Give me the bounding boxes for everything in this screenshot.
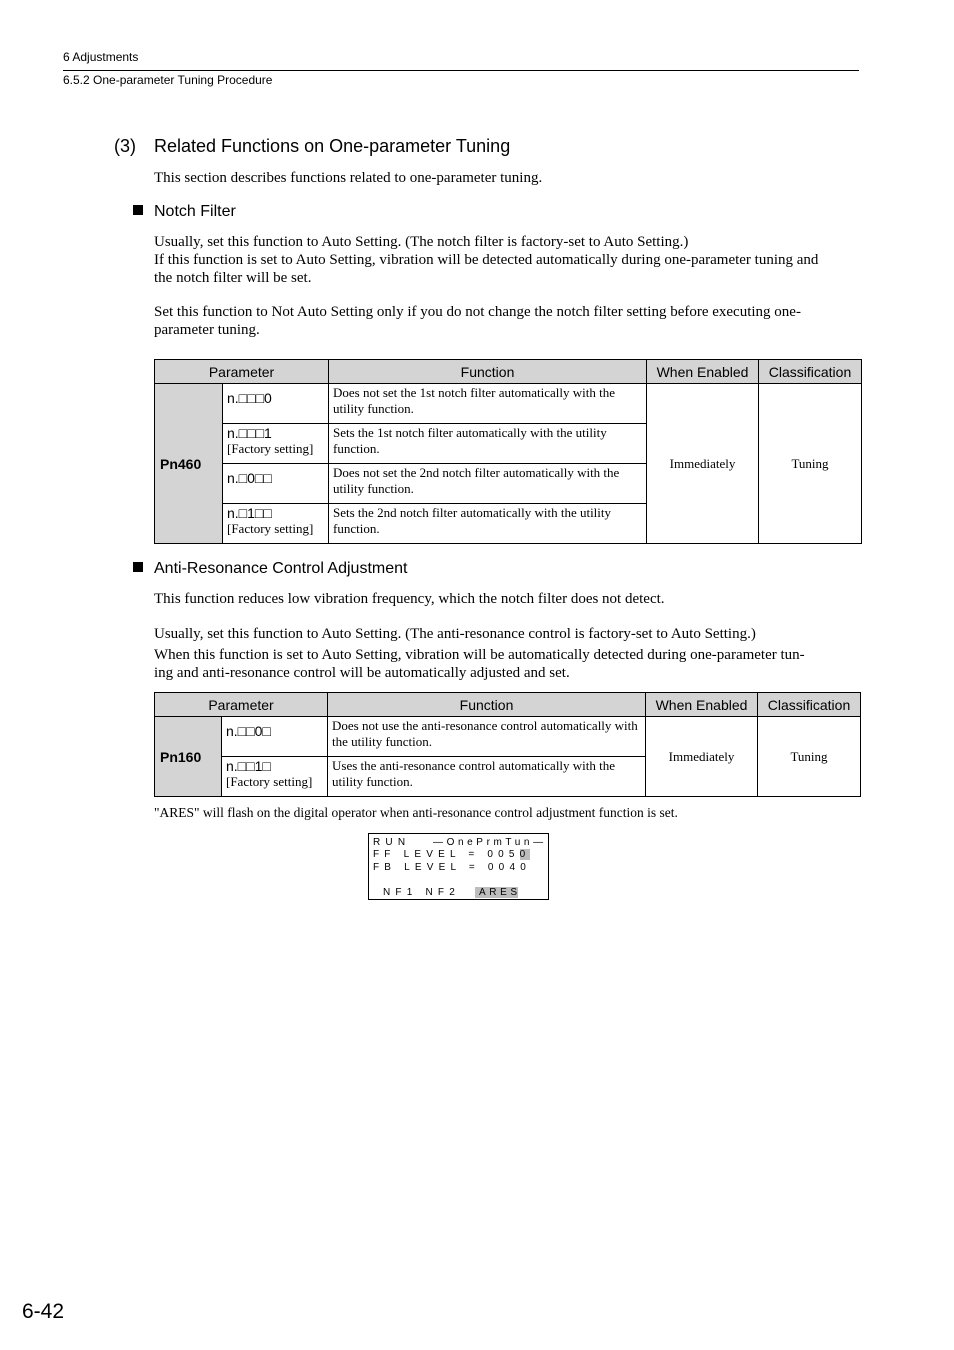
setting-code-cell: [223, 384, 329, 424]
factory-setting-note: [Factory setting]: [227, 441, 314, 456]
display-ares-indicator: ARES: [475, 887, 518, 898]
text-line: When this function is set to Auto Setting, vibration will be automatically detected during one-parameter tun-: [154, 647, 805, 663]
display-mode: —OnePrmTun—: [433, 837, 547, 848]
function-description: Uses the anti-resonance control automatically with the utility function.: [328, 757, 646, 797]
header-function: Function: [329, 360, 647, 384]
function-description: Does not use the anti-resonance control automatically with the utility function.: [328, 717, 646, 757]
header-function: Function: [328, 693, 646, 717]
section-number: (3): [114, 136, 136, 156]
header-parameter: Parameter: [155, 360, 329, 384]
header-classification: Classification: [759, 360, 862, 384]
function-description: Sets the 2nd notch filter automatically with the utility function.: [329, 504, 647, 544]
display-fb-level: FB LEVEL = 0040: [373, 862, 531, 873]
header-when-enabled: When Enabled: [647, 360, 759, 384]
ares-flash-note: "ARES" will flash on the digital operator when anti-resonance control adjustment function is set.: [154, 805, 678, 820]
page-number: 6-42: [22, 1300, 65, 1323]
text-line: Usually, set this function to Auto Setting. (The anti-resonance control is factory-set to Auto Setting.): [154, 626, 756, 642]
classification-value: Tuning: [759, 384, 862, 544]
display-ff-level: [373, 849, 530, 860]
ares-paragraph-2: [154, 625, 860, 682]
factory-setting-note: [Factory setting]: [227, 521, 314, 536]
ff-level-text: FF LEVEL = 005: [373, 849, 520, 860]
header-parameter: Parameter: [155, 693, 328, 717]
setting-code: n.□□1□: [226, 758, 271, 774]
setting-code-cell: [222, 717, 328, 757]
factory-setting-note: [Factory setting]: [226, 774, 313, 789]
text-line: Usually, set this function to Auto Setting. (The notch filter is factory-set to Auto Setting.): [154, 234, 689, 250]
ares-paragraph-1: This function reduces low vibration frequency, which the notch filter does not detect.: [154, 591, 665, 607]
running-header-chapter: 6 Adjustments: [63, 50, 139, 64]
notch-filter-heading-text: Notch Filter: [154, 203, 236, 220]
section-intro: This section describes functions related to one-parameter tuning.: [154, 170, 543, 186]
notch-filter-heading: [133, 203, 236, 221]
when-enabled-value: Immediately: [647, 384, 759, 544]
setting-code: n.□□□1: [227, 425, 272, 441]
section-title-text: Related Functions on One-parameter Tuning: [154, 136, 511, 156]
square-bullet-icon: [133, 205, 143, 215]
text-line: If this function is set to Auto Setting, vibration will be detected automatically during one-parameter tuning and: [154, 252, 819, 268]
function-description: Does not set the 2nd notch filter automatically with the utility function.: [329, 464, 647, 504]
setting-code-cell: [223, 464, 329, 504]
text-line: ing and anti-resonance control will be automatically adjusted and set.: [154, 665, 570, 681]
section-title: [114, 136, 510, 157]
display-cursor: 0: [519, 849, 531, 860]
pn160-parameter-table: [154, 692, 861, 797]
setting-code: n.□□0□: [226, 723, 271, 739]
setting-code-cell: [222, 757, 328, 797]
header-classification: Classification: [758, 693, 861, 717]
setting-code-cell: [223, 424, 329, 464]
square-bullet-icon: [133, 562, 143, 572]
text-line: parameter tuning.: [154, 322, 260, 338]
parameter-number: Pn460: [155, 384, 223, 544]
notch-paragraph-2: [154, 303, 860, 339]
when-enabled-value: Immediately: [646, 717, 758, 797]
digital-operator-display: [368, 833, 549, 900]
setting-code: n.□1□□: [227, 505, 272, 521]
text-line: the notch filter will be set.: [154, 270, 312, 286]
setting-code-cell: [223, 504, 329, 544]
display-notch-indicators: NF1 NF2: [383, 887, 460, 898]
display-status: RUN: [373, 837, 411, 848]
parameter-number: Pn160: [155, 717, 222, 797]
running-header-section: 6.5.2 One-parameter Tuning Procedure: [63, 73, 273, 87]
setting-code: n.□0□□: [227, 470, 272, 486]
notch-paragraph-1: [154, 233, 860, 287]
header-when-enabled: When Enabled: [646, 693, 758, 717]
classification-value: Tuning: [758, 717, 861, 797]
anti-resonance-heading-text: Anti-Resonance Control Adjustment: [154, 560, 408, 577]
text-line: Set this function to Not Auto Setting only if you do not change the notch filter setting before executing one-: [154, 304, 801, 320]
header-rule: [63, 70, 859, 71]
anti-resonance-heading: [133, 560, 407, 578]
setting-code: n.□□□0: [227, 390, 272, 406]
pn460-parameter-table: [154, 359, 862, 544]
function-description: Sets the 1st notch filter automatically with the utility function.: [329, 424, 647, 464]
function-description: Does not set the 1st notch filter automatically with the utility function.: [329, 384, 647, 424]
